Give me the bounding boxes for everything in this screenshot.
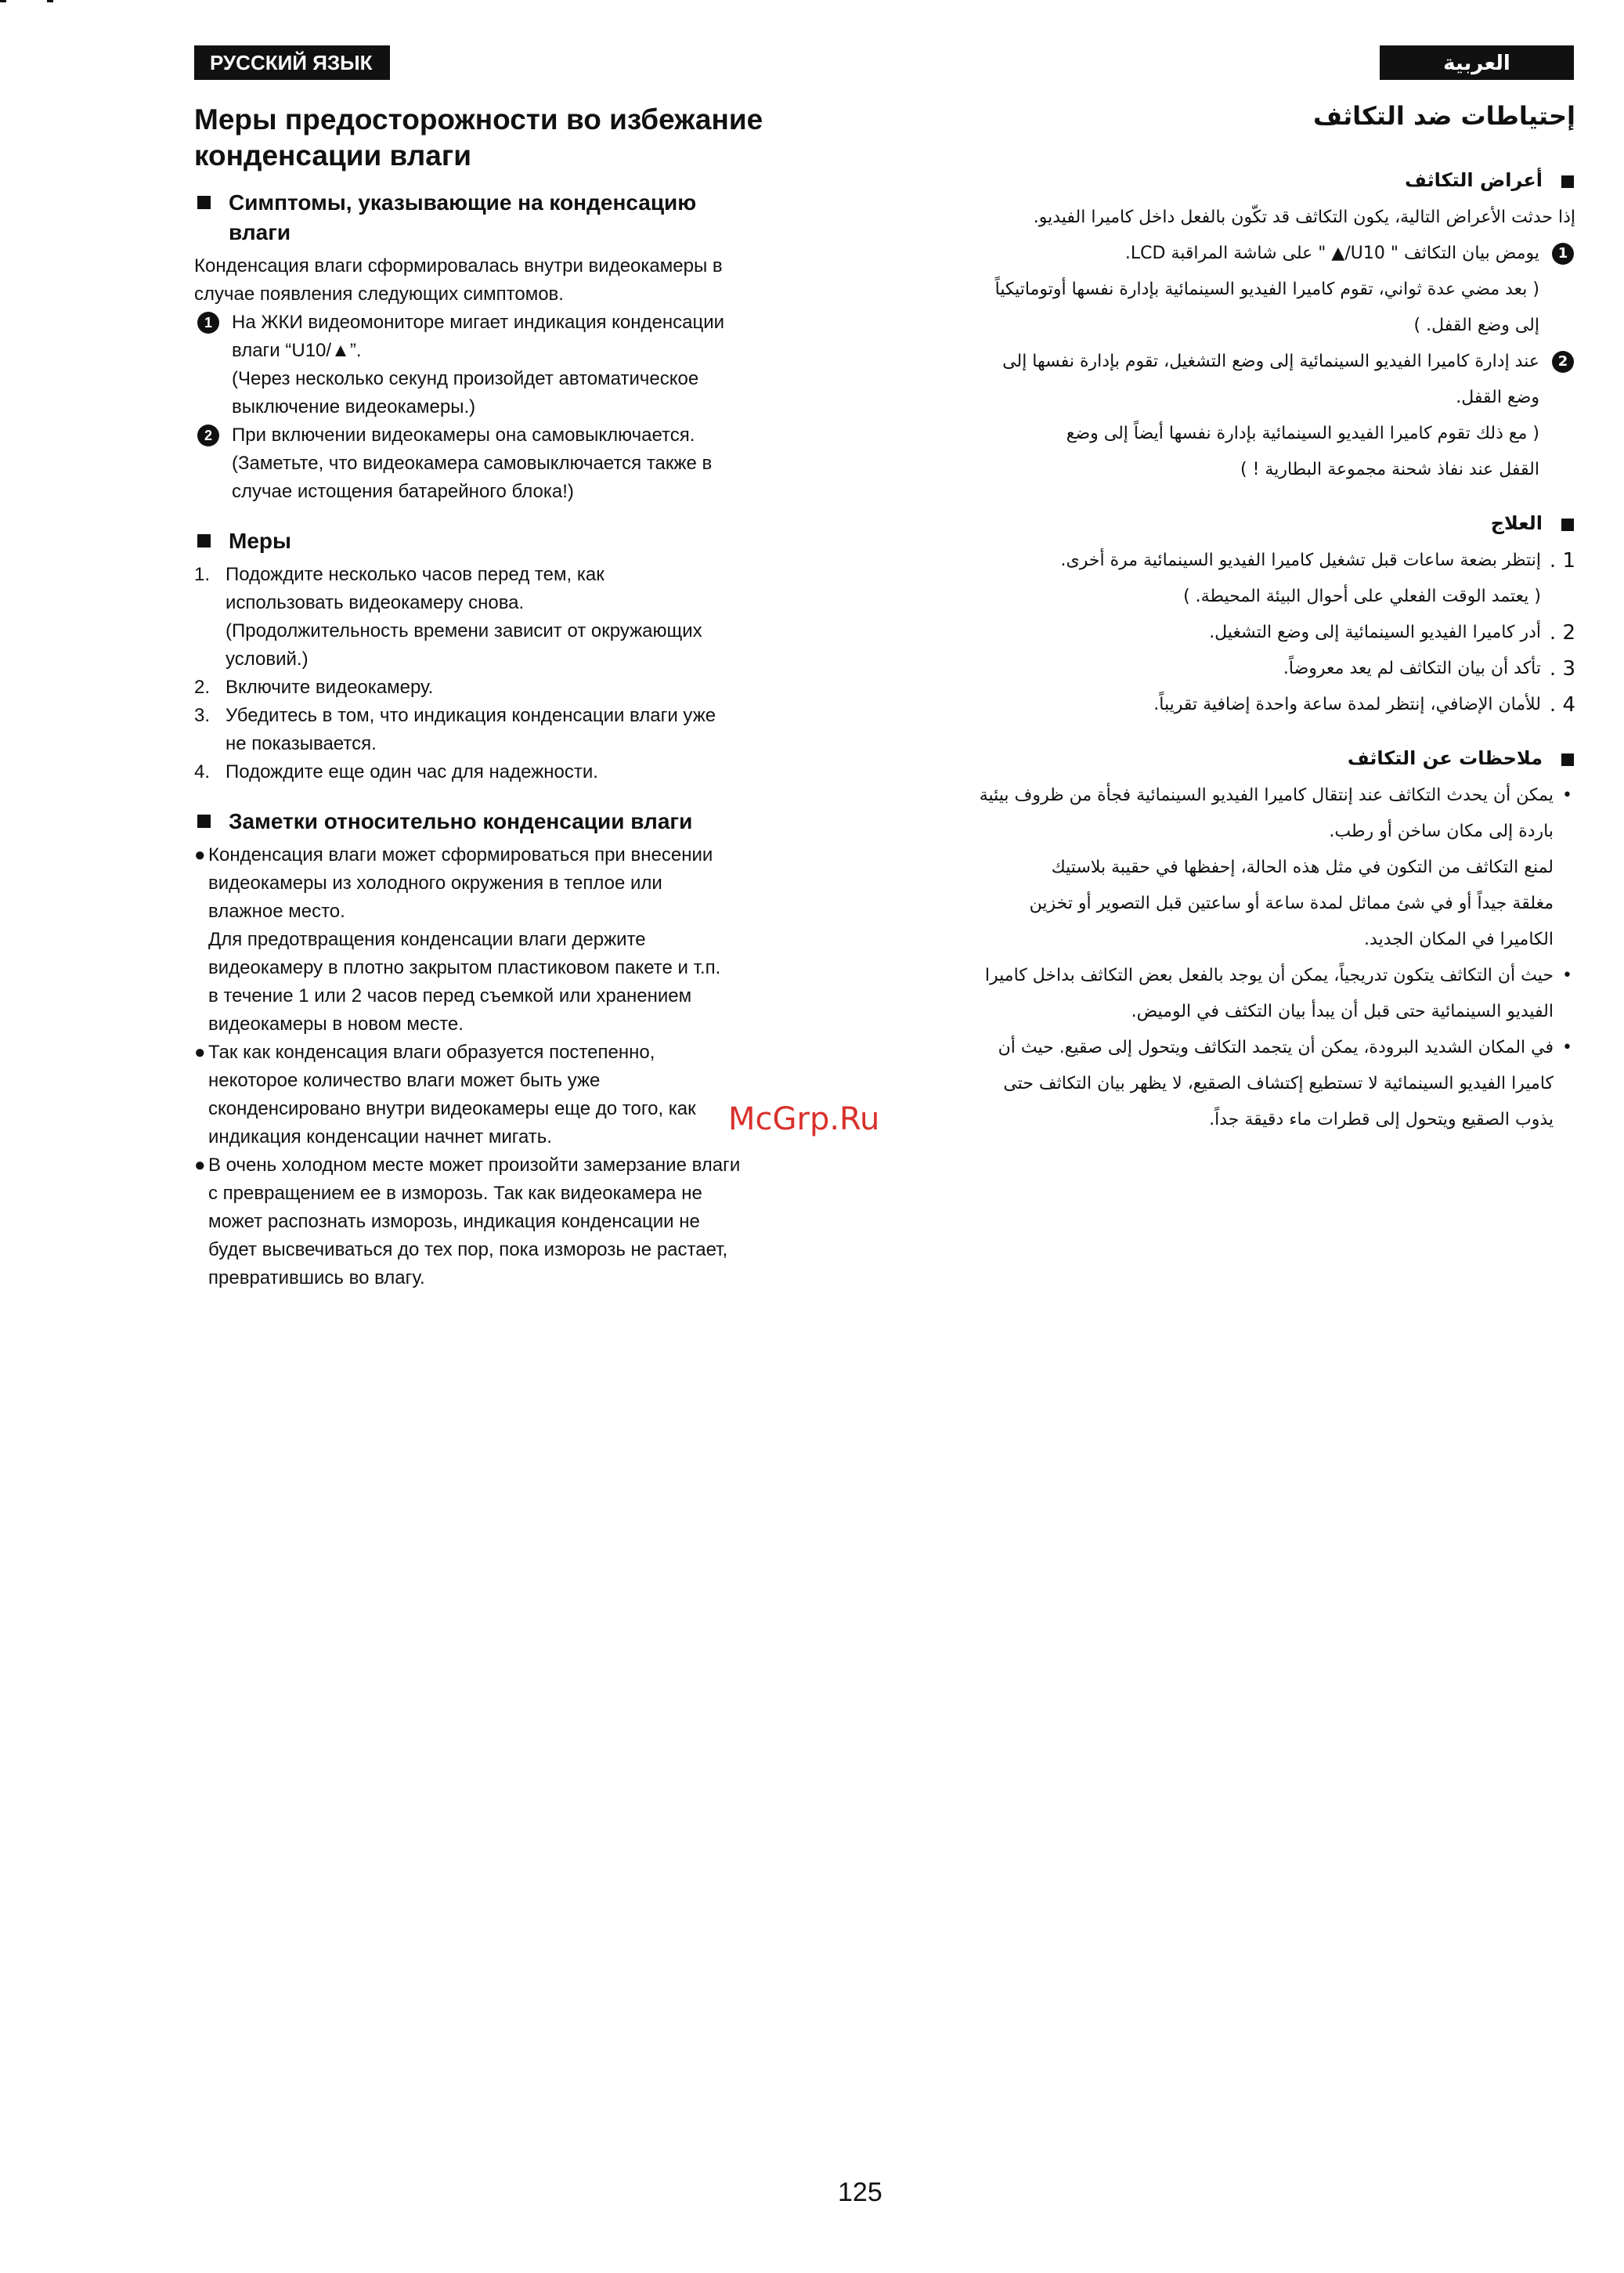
square-bullet-icon [197, 534, 211, 547]
section-heading-symptoms-arabic: أعراض التكاثف [940, 165, 1575, 195]
page-title-arabic: إحتياطات ضد التكاثف [1313, 101, 1575, 131]
square-bullet-icon [197, 196, 211, 209]
symptom-item: 1 يومض بيان التكاثف " U10/▲ " على شاشة المراقبة LCD. ( بعد مضي عدة ثواني، تقوم كاميرا الفيديو السينمائية بإدارة نفسها أوتوماتيكياً إلى وضع القفل. ) [940, 236, 1575, 344]
language-tag-russian: РУССКИЙ ЯЗЫК [194, 45, 390, 80]
list-item: 4. Подождите еще один час для надежности. [194, 761, 598, 782]
square-bullet-icon [197, 815, 211, 828]
arabic-column [940, 98, 1575, 1138]
section-heading-remedy-arabic: العلاج [940, 508, 1575, 538]
list-item: ● В очень холодном месте может произойти замерзание влаги с превращением ее в изморозь. Так как видеокамера не может распознать изморозь, индикация конденсации не будет высвечиваться до тех пор, пока изморозь не растает, превратившись во влагу. [194, 1155, 741, 1288]
list-item: 2. Включите видеокамеру. [194, 677, 434, 698]
page-title: Меры предосторожности во избежание конденсации влаги [194, 103, 763, 172]
list-item: 2 . أدر كاميرا الفيديو السينمائية إلى وضع التشغيل. [1209, 621, 1575, 645]
symptom-item: 2 عند إدارة كاميرا الفيديو السينمائية إلى وضع التشغيل، تقوم بإدارة نفسها إلى وضع القفل. ( مع ذلك تقوم كاميرا الفيديو السينمائية بإدارة نفسها أيضاً إلى وضع القفل عند نفاذ شحنة مجموعة البطارية ! ) [940, 344, 1575, 488]
list-item: 1. Подождите несколько часов перед тем, как использовать видеокамеру снова. (Продолжительность времени зависит от окружающих условий.) [194, 564, 702, 670]
list-item: 3. Убедитесь в том, что индикация конденсации влаги уже не показывается. [194, 705, 716, 754]
symptoms-intro: Конденсация влаги сформировалась внутри видеокамеры в случае появления следующих симптомов. [194, 255, 723, 305]
list-item: 3 . تأكد أن بيان التكاثف لم يعد معروضاً. [1283, 657, 1575, 681]
page-number: 125 [838, 2177, 882, 2207]
list-item: ● Так как конденсация влаги образуется постепенно, некоторое количество влаги может быть уже сконденсировано внутри видеокамеры еще до того, как индикация конденсации начнет мигать. [194, 1042, 696, 1147]
language-tag-arabic: العربية [1380, 45, 1574, 80]
section-heading-measures: Меры [194, 526, 836, 556]
section-heading-notes: Заметки относительно конденсации влаги [194, 807, 836, 837]
section-heading-notes-arabic: ملاحظات عن التكاثف [940, 743, 1575, 773]
list-item: • حيث أن التكاثف يتكون تدريجياً، يمكن أن يوجد بالفعل بعض التكاثف بداخل كاميرا الفيديو السينمائية حتى قبل أن يبدأ بيان التكثف في الوميض. [984, 966, 1572, 1021]
section-heading-symptoms: Симптомы, указывающие на конденсацию влаги [194, 188, 836, 248]
list-item: 1 . إنتظر بضعة ساعات قبل تشغيل كاميرا الفيديو السينمائية مرة أخرى. ( يعتمد الوقت الفعلي على أحوال البيئة المحيطة. ) [1060, 549, 1575, 606]
square-bullet-icon [1561, 753, 1574, 766]
symptom-item: 1 На ЖКИ видеомониторе мигает индикация конденсации влаги “U10/▲”. (Через несколько секунд произойдет автоматическое выключение видеокамеры.) [194, 309, 836, 421]
circled-number-icon: 1 [197, 312, 219, 334]
square-bullet-icon [1561, 175, 1574, 188]
circled-number-icon: 2 [197, 425, 219, 446]
scan-mark [47, 0, 53, 2]
symptom-item: 2 При включении видеокамеры она самовыключается. (Заметьте, что видеокамера самовыключается также в случае истощения батарейного блока!) [194, 421, 836, 506]
scan-mark [0, 0, 6, 2]
list-item: 4 . للأمان الإضافي، إنتظر لمدة ساعة واحدة إضافية تقريباً. [1153, 693, 1575, 717]
circled-number-icon: 2 [1552, 351, 1574, 373]
circled-number-icon: 1 [1552, 243, 1574, 265]
symptoms-intro-arabic: إذا حدثت الأعراض التالية، يكون التكاثف قد تكّون بالفعل داخل كاميرا الفيديو. [1033, 208, 1575, 227]
square-bullet-icon [1561, 519, 1574, 531]
watermark: McGrp.Ru [728, 1101, 880, 1137]
list-item: • يمكن أن يحدث التكاثف عند إنتقال كاميرا الفيديو السينمائية فجأة من ظروف بيئية باردة إلى مكان ساخن أو رطب. لمنع التكاثف من التكون في مثل هذه الحالة، إحفظها في حقيبة بلاستيك مغلقة جيداً أو في شئ مماثل لمدة ساعة أو ساعتين قبل التصوير أو تخزين الكاميرا في المكان الجديد. [979, 786, 1572, 949]
list-item: • في المكان الشديد البرودة، يمكن أن يتجمد التكاثف ويتحول إلى صقيع. حيث أن كاميرا الفيديو السينمائية لا تستطيع إكتشاف الصقيع، لا يظهر بيان التكاثف حتى يذوب الصقيع ويتحول إلى قطرات ماء دقيقة جداً. [998, 1038, 1572, 1129]
list-item: ● Конденсация влаги может сформироваться при внесении видеокамеры из холодного окружения в теплое или влажное место. Для предотвращения конденсации влаги держите видеокамеру в плотно закрытом пластиковом пакете и т.п. в течение 1 или 2 часов перед съемкой или хранением видеокамеры в новом месте. [194, 844, 721, 1035]
